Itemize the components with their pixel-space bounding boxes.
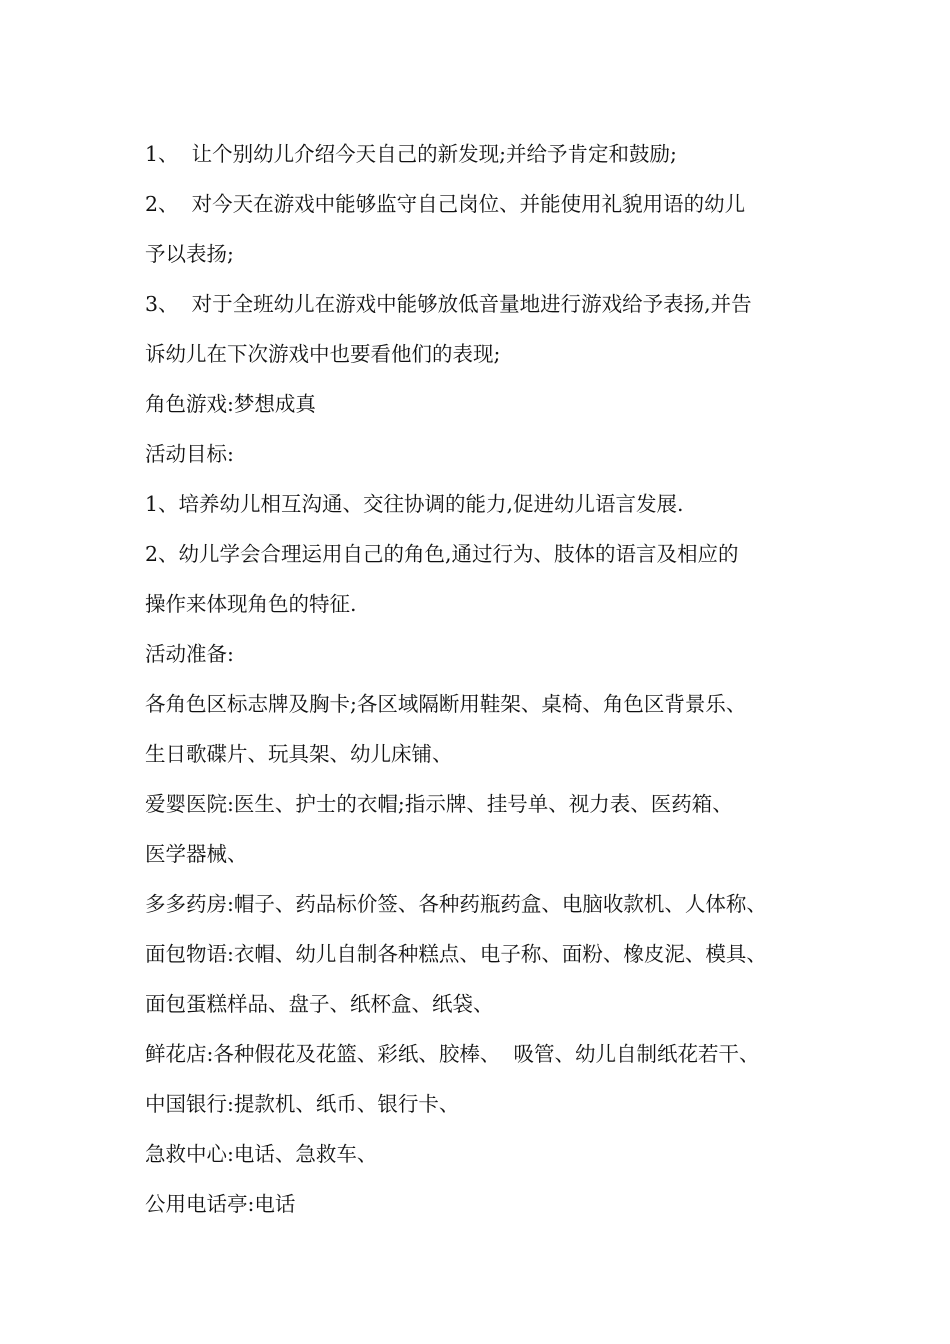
section-heading-goals: 活动目标: xyxy=(145,442,234,466)
text-line-16: 多多药房:帽子、药品标价签、各种药瓶药盒、电脑收款机、人体称、 xyxy=(145,892,767,916)
document-body xyxy=(145,129,835,1229)
text-line-2: 2、 对今天在游戏中能够监守自己岗位、并能使用礼貌用语的幼儿 xyxy=(145,192,746,216)
text-line-9: 2、幼儿学会合理运用自己的角色,通过行为、肢体的语言及相应的 xyxy=(145,542,739,566)
text-line-17: 面包物语:衣帽、幼儿自制各种糕点、电子称、面粉、橡皮泥、模具、 xyxy=(145,942,767,966)
text-line-21: 急救中心:电话、急救车、 xyxy=(145,1142,378,1166)
text-line-14: 爱婴医院:医生、护士的衣帽;指示牌、挂号单、视力表、医药箱、 xyxy=(145,792,733,816)
text-line-10: 操作来体现角色的特征. xyxy=(145,592,357,616)
text-line-1: 1、 让个别幼儿介绍今天自己的新发现;并给予肯定和鼓励; xyxy=(145,142,677,166)
text-line-19: 鲜花店:各种假花及花篮、彩纸、胶棒、 吸管、幼儿自制纸花若干、 xyxy=(145,1042,760,1066)
text-line-12: 各角色区标志牌及胸卡;各区域隔断用鞋架、桌椅、角色区背景乐、 xyxy=(145,692,747,716)
text-line-3: 予以表扬; xyxy=(145,242,234,266)
text-line-22: 公用电话亭:电话 xyxy=(145,1192,296,1216)
text-line-4: 3、 对于全班幼儿在游戏中能够放低音量地进行游戏给予表扬,并告 xyxy=(145,292,752,316)
section-heading-game: 角色游戏:梦想成真 xyxy=(145,392,316,416)
text-line-18: 面包蛋糕样品、盘子、纸杯盒、纸袋、 xyxy=(145,992,494,1016)
section-heading-preparation: 活动准备: xyxy=(145,642,234,666)
text-line-20: 中国银行:提款机、纸币、银行卡、 xyxy=(145,1092,460,1116)
text-line-5: 诉幼儿在下次游戏中也要看他们的表现; xyxy=(145,342,501,366)
text-line-15: 医学器械、 xyxy=(145,842,248,866)
text-line-8: 1、培养幼儿相互沟通、交往协调的能力,促进幼儿语言发展. xyxy=(145,492,684,516)
text-line-13: 生日歌碟片、玩具架、幼儿床铺、 xyxy=(145,742,453,766)
